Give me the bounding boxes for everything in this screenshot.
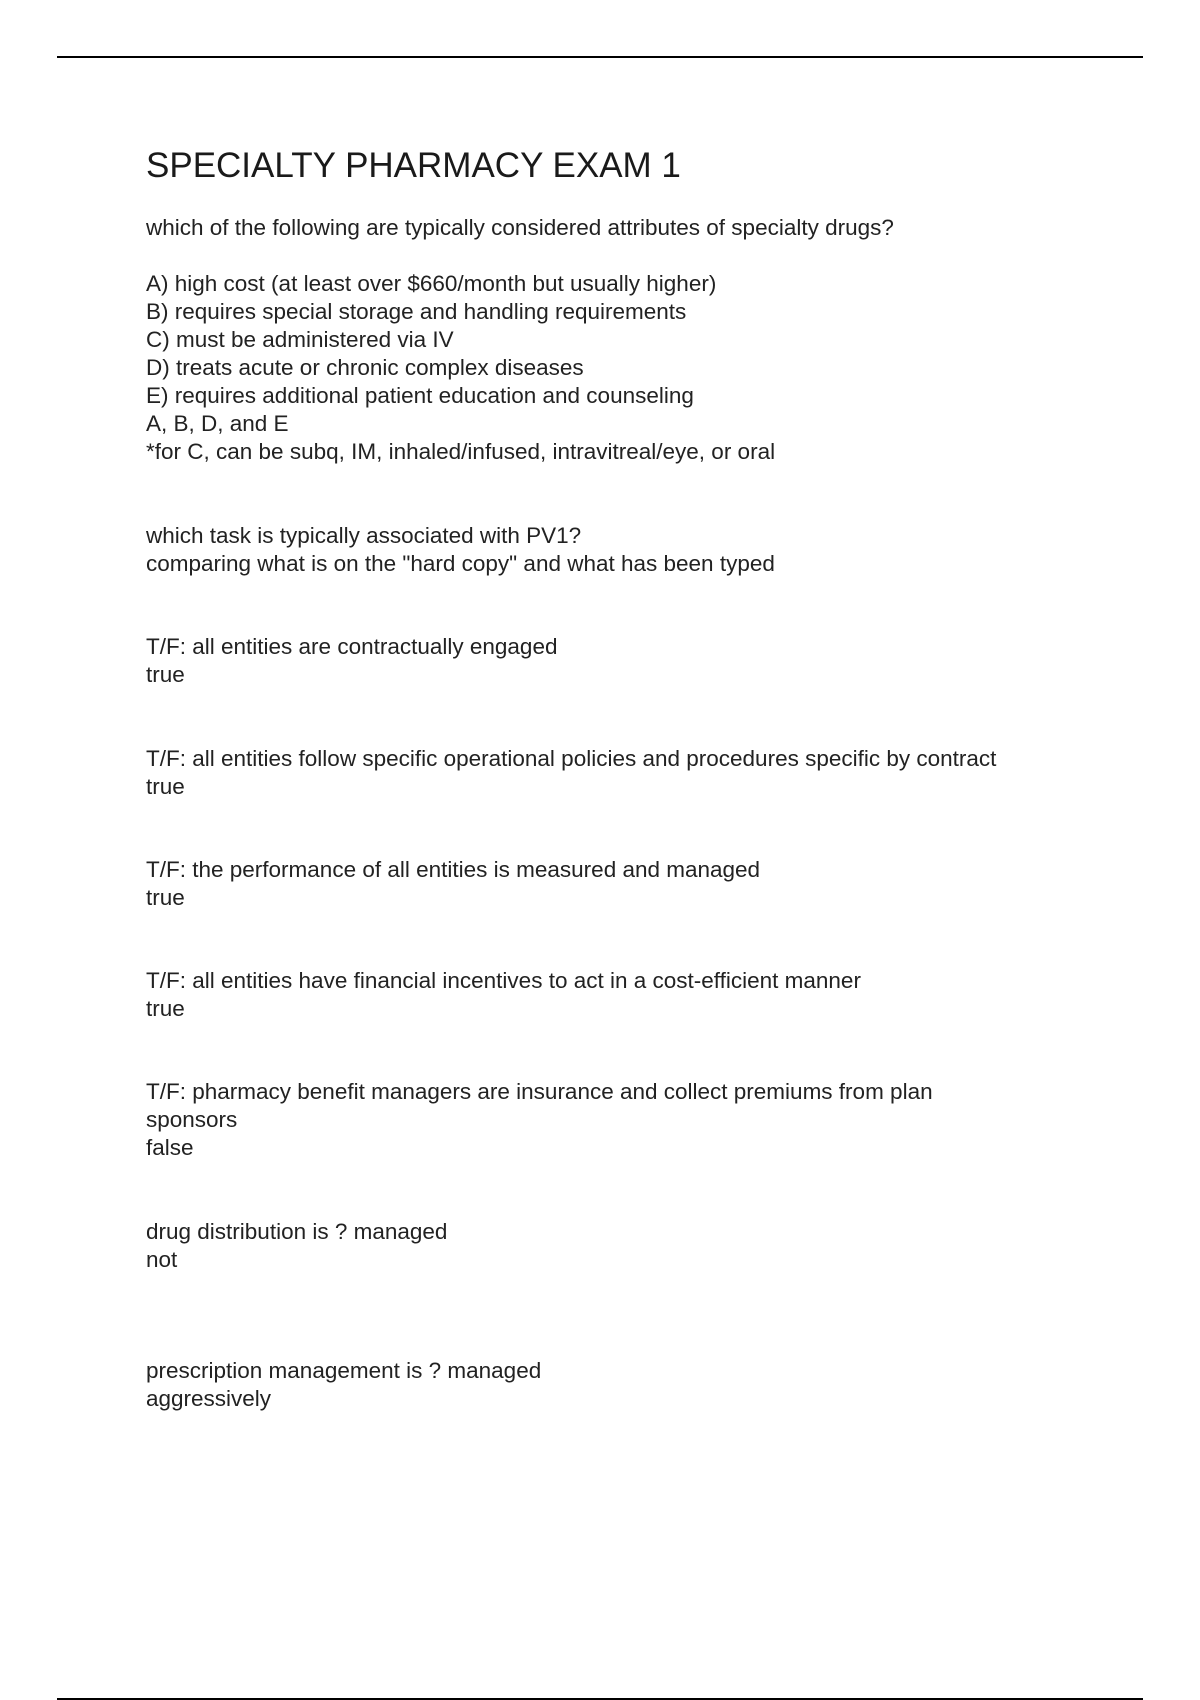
page-title: SPECIALTY PHARMACY EXAM 1 (146, 146, 681, 185)
answer-text: true (146, 996, 185, 1021)
answer-text: comparing what is on the "hard copy" and what has been typed (146, 551, 775, 576)
answer-text: true (146, 662, 185, 687)
qa-item-8 (146, 1218, 447, 1274)
option-e: E) requires additional patient education and counseling (146, 383, 694, 408)
qa-item-5 (146, 856, 760, 912)
page-title-block (146, 140, 681, 210)
question-text: T/F: the performance of all entities is measured and managed (146, 857, 761, 882)
option-d: D) treats acute or chronic complex diseases (146, 355, 584, 380)
answer-text: false (146, 1135, 194, 1160)
option-b: B) requires special storage and handling requirements (146, 299, 687, 324)
top-rule (57, 56, 1143, 58)
answer-text: true (146, 774, 185, 799)
answer-note: *for C, can be subq, IM, inhaled/infused, intravitreal/eye, or oral (146, 439, 776, 464)
blank-line (146, 242, 894, 270)
question-text: which task is typically associated with PV1? (146, 523, 582, 548)
answer-text: A, B, D, and E (146, 411, 289, 436)
option-a: A) high cost (at least over $660/month but usually higher) (146, 271, 717, 296)
qa-item-6 (146, 967, 861, 1023)
question-text: T/F: all entities follow specific operational policies and procedures specific by contract (146, 746, 997, 771)
qa-item-7 (146, 1078, 933, 1162)
question-text: T/F: pharmacy benefit managers are insurance and collect premiums from plan (146, 1079, 933, 1104)
option-c: C) must be administered via IV (146, 327, 454, 352)
qa-item-4 (146, 745, 996, 801)
qa-item-1 (146, 214, 894, 466)
qa-item-2 (146, 522, 775, 578)
qa-item-3 (146, 633, 557, 689)
question-text: prescription management is ? managed (146, 1358, 542, 1383)
answer-text: true (146, 885, 185, 910)
question-text-continued: sponsors (146, 1107, 238, 1132)
question-text: T/F: all entities are contractually engaged (146, 634, 558, 659)
question-text: which of the following are typically considered attributes of specialty drugs? (146, 215, 894, 240)
qa-item-9 (146, 1357, 541, 1413)
question-text: drug distribution is ? managed (146, 1219, 448, 1244)
question-text: T/F: all entities have financial incentives to act in a cost-efficient manner (146, 968, 861, 993)
answer-text: not (146, 1247, 178, 1272)
answer-text: aggressively (146, 1386, 272, 1411)
